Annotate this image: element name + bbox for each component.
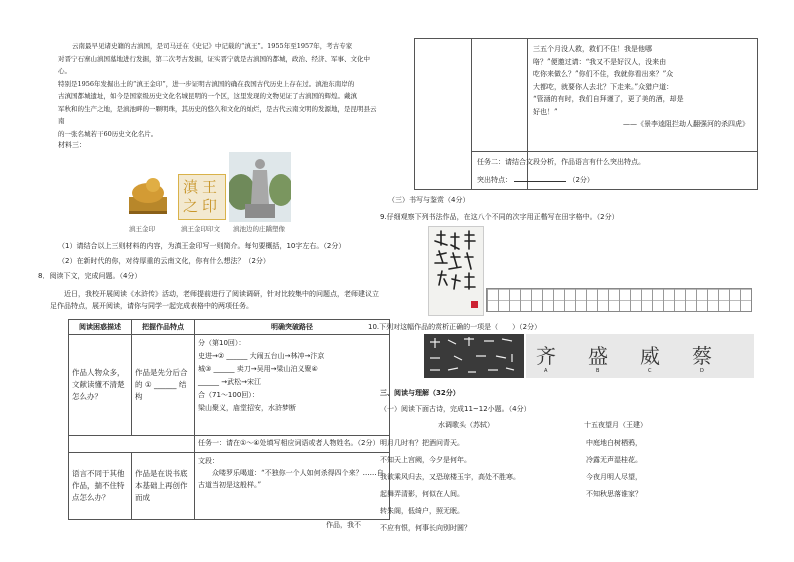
poem2-body <box>586 435 642 503</box>
poem1-line: 不知天上宫阙，今夕是何年。 <box>380 456 471 464</box>
option-char-d: 蔡 <box>692 344 712 368</box>
poem1-line: 不应有恨，何事长向别时圆？ <box>380 524 471 532</box>
task1-cell: 任务一：请在①～④处填写相应词语或者人物姓名。（2分） <box>195 436 390 453</box>
task2-answer-row <box>477 174 594 185</box>
path-line: 城③ ______ 卖刀→吴用→梁山泊义聚④ <box>198 365 318 373</box>
task2-answer-blank[interactable] <box>514 174 566 182</box>
continued-table <box>414 38 758 190</box>
poem1-line: 起舞弄清影，何似在人间。 <box>380 490 464 498</box>
intro-line: 云南最早见诸史籍的古滇国，是司马迁在《史记》中记载的“滇王”。1955年至1957年，考古专家 <box>72 42 353 50</box>
calligraphy-image <box>428 226 484 316</box>
path-line: 梁山聚义，庙堂招安，水浒梦断 <box>198 404 296 412</box>
option-char-c: 威 <box>640 344 660 368</box>
poem2-line: 今夜月明人尽望， <box>586 473 642 481</box>
excerpt-text: 众喽罗乐喝道：“不独你一个人如何杀得四个来？……自古道当初是这般样。” <box>198 469 384 489</box>
path-line: 史进→② ______ 大闹五台山→林冲→汴京 <box>198 352 325 360</box>
q8-paragraph <box>50 288 380 312</box>
option-label-c[interactable]: C <box>648 368 652 374</box>
stamp-caption: 滇王金印印文 <box>181 225 220 233</box>
intro-paragraph <box>58 40 378 140</box>
gold-seal-image <box>123 167 173 222</box>
reading-table <box>68 319 390 520</box>
seal-caption: 滇王金印 <box>129 225 155 233</box>
task2-answer-label: 突出特点： <box>477 176 512 184</box>
tianzige-boxes[interactable] <box>486 288 752 312</box>
question-2: （2）在新时代的你，对待厚重的云南文化，你有什么想法？（2分） <box>58 257 270 265</box>
q8-line: 近日，我校开展阅读《水浒传》活动，老师提前进行了阅读调研，针对比较集中的问题点，老师建议立 <box>64 290 379 298</box>
poem2-line: 不知秋思落谁家？ <box>586 490 642 498</box>
poem1-line: 明月几时有？把酒问青天。 <box>380 439 464 447</box>
table-cell <box>195 453 390 520</box>
option-char-a: 齐 <box>536 344 556 368</box>
section-reading-title: 三、阅读与理解（32分） <box>380 389 460 397</box>
stamp-characters: 滇王之印 <box>182 178 221 215</box>
question-9: 9.仔细观察下列书法作品，在这八个不同的次字用正楷写在田字格中。（2分） <box>380 213 619 221</box>
poem1-line: 转朱阁，低绮户，照无眠。 <box>380 507 464 515</box>
option-label-b[interactable]: B <box>596 368 600 374</box>
excerpt-line: 咯？”便邀过请：“我又不是好汉人，没来由 <box>533 57 667 66</box>
intro-line: 的一张名城若干60历史文化名片。 <box>58 129 158 138</box>
task2-prompt: 任务二：请结合文段分析，作品语言有什么突出特点。 <box>477 158 645 166</box>
poem2-line: 冷露无声湿桂花。 <box>586 456 642 464</box>
writing-grid[interactable] <box>486 288 752 312</box>
table-row <box>69 335 390 436</box>
option-char-b: 盛 <box>588 344 608 368</box>
option-strip <box>526 334 754 378</box>
poem2-line: 中庭地白树栖鸦， <box>586 439 642 447</box>
question-1: （1）请结合以上三则材料的内容，为滇王金印写一则简介。每句要概括，10字左右。（2分） <box>58 242 346 250</box>
calligraphy-dark-image <box>424 334 524 378</box>
excerpt-line: 大都吃，就要你人去北？下走来。”众猎户道： <box>533 82 674 91</box>
intro-line: 特别是1956年发掘出土的“滇王金印”，进一步证明古滇国的确在我国古代历史上存在过。滇池东南岸的 <box>58 79 355 88</box>
poem1-body <box>380 435 520 537</box>
path-line: 分（第10回）： <box>198 339 246 347</box>
intro-line: 对晋宁石寨山滇国墓地进行发掘，第二次考古发掘，证实晋宁就是古滇国的都城，政治、经济、军事、文化中心。 <box>58 54 370 75</box>
table-cell: 语言不同于其他作品，揣不住特点怎么办？ <box>69 453 132 520</box>
bottom-fragment: 作品，我不 <box>326 521 361 529</box>
excerpt-source: ——《景李逵阻拦劫人翻强河的杀四虎》 <box>623 120 749 128</box>
table-cell: 作品是先分后合的 ① ______ 结构 <box>132 335 195 436</box>
poem-subsection: （一）阅读下面古诗，完成11~12小题。（4分） <box>380 405 531 413</box>
path-line: ______ →武松→宋江 <box>198 378 261 386</box>
table-header-row <box>69 320 390 335</box>
material3-label: 材料三： <box>58 141 86 149</box>
question-8-title: 8．阅读下文，完成问题。（4分） <box>38 272 142 280</box>
task2-score: （2分） <box>568 176 594 184</box>
poem1-line: 我欲乘风归去，又恐琼楼玉宇，高处不胜寒。 <box>380 473 520 481</box>
table-header: 把握作品特点 <box>132 320 195 335</box>
excerpt-line: 三五个月没人救，救们不住！我是他哪 <box>533 45 652 53</box>
section-3-title: （三）书写与鉴赏（4分） <box>388 196 470 204</box>
option-label-d[interactable]: D <box>700 368 704 374</box>
poem1-title: 水调歌头（苏轼） <box>438 421 494 429</box>
statue-caption: 滇池边的庄蹻塑像 <box>233 225 285 233</box>
excerpt-label: 文段： <box>198 457 219 465</box>
intro-line: 古滇国都城遗址，如今是国家级历史文化名城昆明的一个区，这里发现的文物见证了古滇国的辉煌。戴滇 <box>58 92 357 100</box>
excerpt-line: 吃你来做么？”你们不住，我就你看出来？”众 <box>533 70 674 78</box>
material3-images <box>123 152 293 234</box>
seal-stamp-image <box>178 174 226 220</box>
intro-line: 军秋和的生产之地，是滇池畔的一颗明珠，其历史的悠久和文化的灿烂，是古代云南文明的发源地，是昆明县云南 <box>58 104 377 125</box>
table-cell: 作品人物众多，文献读懂不清楚怎么办？ <box>69 335 132 436</box>
table-cell: 作品是在说书底本基础上再创作而成 <box>132 453 195 520</box>
table-row <box>69 436 390 453</box>
statue-image <box>229 152 291 222</box>
table-header: 明确突破路径 <box>195 320 390 335</box>
table-row <box>69 453 390 520</box>
excerpt-continued <box>533 43 755 131</box>
q8-line: 足作品特点，展开阅读，请你与同学一起完成表格中的两项任务。 <box>50 302 253 310</box>
path-line: 合（71～100回）： <box>198 391 259 399</box>
excerpt-line: 好也！” <box>533 107 558 116</box>
excerpt-line: “管涵的有时，我们自拜谨了，更了美的酒，却是 <box>533 95 684 103</box>
option-label-a[interactable]: A <box>544 368 548 374</box>
poem2-title: 十五夜望月（王建） <box>584 421 647 429</box>
table-header: 阅读困惑描述 <box>69 320 132 335</box>
question-10: 10.下列对这幅作品的赏析正确的一项是（ ）（2分） <box>368 323 542 331</box>
table-cell <box>195 335 390 436</box>
